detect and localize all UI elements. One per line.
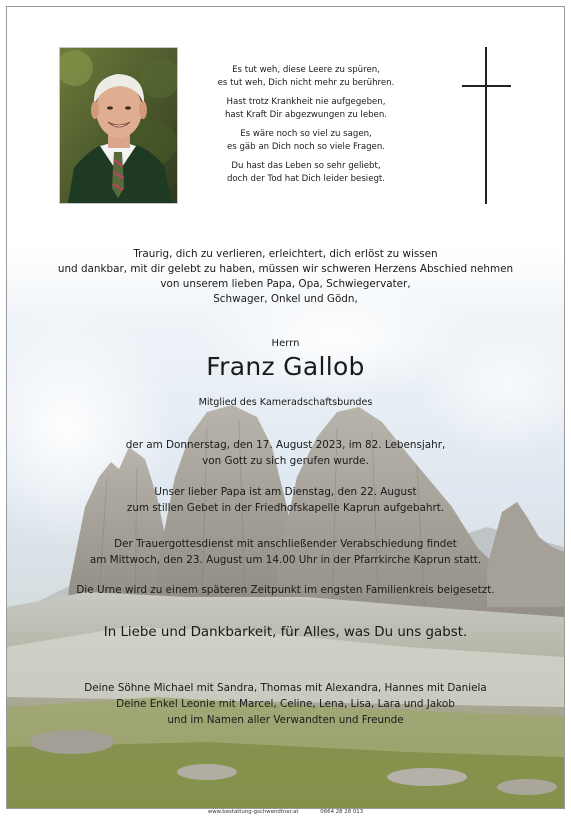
portrait-photo <box>59 47 178 204</box>
footer-website: www.bestattung-gschwendtner.at <box>207 809 299 815</box>
service-line: Der Trauergottesdienst mit anschließender Verabschiedung findet <box>114 538 457 550</box>
intro-line: Schwager, Onkel und Gödn, <box>213 293 358 305</box>
poem-line: Hast trotz Krankheit nie aufgegeben, <box>226 97 386 107</box>
motto: In Liebe und Dankbarkeit, für Alles, was Du uns gabst. <box>103 625 468 640</box>
poem-line: es tut weh, Dich nicht mehr zu berühren. <box>217 78 395 88</box>
membership: Mitglied des Kameradschaftsbundes <box>198 397 373 408</box>
poem-line: Es wäre noch so viel zu sagen, <box>240 129 372 139</box>
death-notice-line: der am Donnerstag, den 17. August 2023, im 82. Lebensjahr, <box>125 439 446 451</box>
intro-line: von unserem lieben Papa, Opa, Schwiegervater, <box>160 278 411 290</box>
poem-line: hast Kraft Dir abgezwungen zu leben. <box>224 110 388 120</box>
poem-stanza <box>195 96 417 122</box>
family-line: Deine Söhne Michael mit Sandra, Thomas mit Alexandra, Hannes mit Daniela <box>84 682 487 694</box>
service-notice <box>7 536 564 568</box>
deceased-name: Franz Gallob <box>206 352 365 381</box>
intro-text <box>7 247 564 307</box>
poem-line: doch der Tod hat Dich leider besiegt. <box>226 174 386 184</box>
cross-icon-vertical <box>485 47 487 204</box>
viewing-line: Unser lieber Papa ist am Dienstag, den 22. August <box>154 486 417 498</box>
urn-notice <box>7 582 564 598</box>
poem-line: Du hast das Leben so sehr geliebt, <box>231 161 381 171</box>
poem-stanza <box>195 160 417 186</box>
cross-icon-horizontal <box>462 85 511 87</box>
poem-stanza <box>195 64 417 90</box>
family-signatures <box>7 680 564 728</box>
viewing-line: zum stillen Gebet in der Friedhofskapelle Kaprun aufgebahrt. <box>126 502 445 514</box>
intro-line: und dankbar, mit dir gelebt zu haben, müssen wir schweren Herzens Abschied nehmen <box>57 263 514 275</box>
death-notice-line: von Gott zu sich gerufen wurde. <box>202 455 369 467</box>
intro-line: Traurig, dich zu verlieren, erleichtert, dich erlöst zu wissen <box>133 248 438 260</box>
poem-stanza <box>195 128 417 154</box>
service-line: am Mittwoch, den 23. August um 14.00 Uhr in der Pfarrkirche Kaprun statt. <box>89 554 482 566</box>
urn-line: Die Urne wird zu einem späteren Zeitpunkt im engsten Familienkreis beigesetzt. <box>76 584 495 596</box>
poem-line: Es tut weh, diese Leere zu spüren, <box>232 65 380 75</box>
family-line: Deine Enkel Leonie mit Marcel, Celine, Lena, Lisa, Lara und Jakob <box>116 698 455 710</box>
viewing-notice <box>7 484 564 516</box>
footer-phone: 0664 28 28 013 <box>320 809 364 815</box>
death-notice <box>7 437 564 469</box>
footer <box>0 809 571 815</box>
memorial-poem <box>195 64 417 192</box>
family-line: und im Namen aller Verwandten und Freunde <box>167 714 404 726</box>
salutation: Herrn <box>271 338 300 349</box>
obituary-card <box>6 6 565 809</box>
poem-line: es gäb an Dich noch so viele Fragen. <box>226 142 386 152</box>
